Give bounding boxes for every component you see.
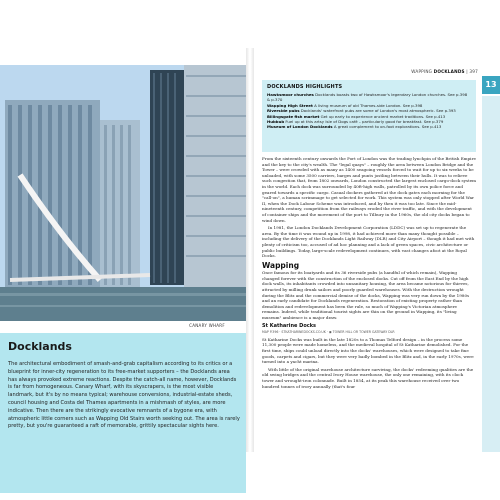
photo-caption: CANARY WHARF (189, 323, 225, 328)
right-page (254, 60, 500, 452)
highlights-title: DOCKLANDS HIGHLIGHTS (267, 84, 343, 90)
skyline-illustration (0, 65, 246, 321)
page-number: 397 (469, 69, 478, 74)
body-paragraph: St Katharine Docks was built in the late 1820s to a Thomas Telford design – in the process some 11,300 people were made homeless, and the medieval hospital of St Katharine demolished. For the first time, ships could unload directly into the docks' warehouses, which were designed to take fine goods, carpets and cigars, but they were very badly bombed in the Blitz and, in the early 1970s, were turned into a yacht marina. (262, 336, 474, 365)
chapter-tab: 13 (482, 76, 500, 94)
book-gutter (246, 48, 254, 452)
intro-panel (0, 333, 246, 493)
running-head (350, 69, 478, 74)
subsection-heading: St Katharine Docks (262, 322, 317, 329)
section-heading: Wapping (262, 260, 300, 270)
highlight-item: Museum of London Docklands A great complement to on-foot explorations. See p.413 (267, 124, 442, 130)
body-paragraph: From the sixteenth century onwards the Port of London was the trading lynchpin of the British Empire and the key to the city's wealth. The "legal quays" – roughly the area between London Bridge and the Tower – were crowded with as many as 1400 seagoing vessels forced to wait for up to six weeks to be unloaded, with some 3500 carriers, barges and punts jostling between their hulls. It was to relieve such congestion that, from 1802 onwards, London constructed the largest enclosed cargo-dock system in the world. Each dock was surrounded by 40ft-high walls, patrolled by its own police force and geared towards a specific cargo. Casual dockers gathered at the dock gates each morning for the "call-on", a human scrimmage to get selected for work. This system was only stopped after World War II, when the Dock Labour Scheme was introduced, and by then it was too late. Since the mid-nineteenth century, competition from the railways eroded the river traffic, and with the development of container ships and the movement of the port to Tilbury in the 1960s, the old city docks began to wind down. (262, 156, 477, 223)
body-paragraph: Once famous for its boatyards and its 36 riverside pubs (a handful of which remain), Wapping changed forever with the construction of the enclosed docks. Cut off from the East End by the high dock walls, its inhabitants crowded into unsanitary housing, the area became notorious for thieves, attracted by milling drunk sailors and poorly guarded warehouses. With the destruction wrought during the Blitz and the commercial demise of the docks, Wapping was very run down by the 1980s and an early candidate for Docklands regeneration. Restoration of existing property rather than demolition and redevelopment has been the rule, so much of Wapping's Victorian atmosphere remains. Indeed, while traditional tourist sights are thin on the ground in Wapping, its "living museum" ambience is a major draw. (262, 270, 470, 321)
highlight-item: Hubbub Fuel up at this artsy Isle of Dogs café – particularly good for breakfast. See p.379 (267, 119, 444, 125)
running-head-prefix: WAPPING (411, 69, 433, 74)
highlight-item: Billingsgate fish market Get up early to experience ancient market traditions. See p.413 (267, 113, 446, 119)
body-paragraph: With little of the original warehouse architecture surviving, the docks' redeeming qualities are the old swing bridges and the central Ivory House warehouse, the only one remaining, with its clock tower and wrought-iron colonnade. Built in 1854, at its peak this warehouse received over two hundred tonnes of ivory annually (that's four (262, 366, 474, 389)
body-paragraph: In 1981, the London Docklands Development Corporation (LDDC) was set up to regenerate the area. By the time it was wound up in 1998, it had achieved more than many thought possible – including the delivery of the Docklands Light Railway (DLR) and City Airport – though it had met with plenty of criticism too, accused of ad hoc planning and a lack of green spaces, civic architecture or public buildings. Today, large-scale redevelopment continues, with vast changes afoot at the Royal Docks. (262, 225, 475, 259)
running-head-title: DOCKLANDS (433, 69, 465, 74)
highlights-box (262, 80, 476, 152)
listing-meta: MAP P.396 · STKATHARINEDOCKS.CO.UK · ◉ TOWER HILL OR TOWER GATEWAY DLR (262, 330, 395, 335)
highlight-item: Wapping High Street A living museum of old Thames-side London. See p.398 (267, 102, 423, 108)
main-text (262, 156, 476, 391)
highlight-item: Riverside pubs Docklands' waterfront pubs are some of London's most atmospheric. See p.393 (267, 108, 456, 114)
highlight-item: Hawksmoor churches Docklands boasts two of Hawksmoor's legendary London churches. See p.398 & p.370 (267, 92, 468, 103)
canary-wharf-photo (0, 65, 246, 321)
running-head-divider: | (466, 69, 468, 74)
intro-text: The architectural embodiment of smash-and-grab capitalism according to its critics or a blueprint for inner-city regeneration to its free-market supporters – the Docklands area has always provoked extreme reactions. Despite the catch-all name, however, Docklands is far from homogeneous. Canary Wharf, with its skyscrapers, is the most visible landmark, but it's by no means typical; warehouse conversions, industrial-estate sheds, council housing and Costa del Thames apartments in a mishmash of styles, are more indicative. Then there are the strikingly evocative remnants of a bygone era, with atmospheric little corners such as Wapping Old Stairs worth seeking out. The area is rarely pretty, but you're guaranteed a raft of memorable, grittily spectacular sights here. (8, 361, 240, 430)
left-page (0, 48, 246, 452)
chapter-title: Docklands (8, 340, 72, 353)
chapter-tab-strip (482, 96, 500, 452)
